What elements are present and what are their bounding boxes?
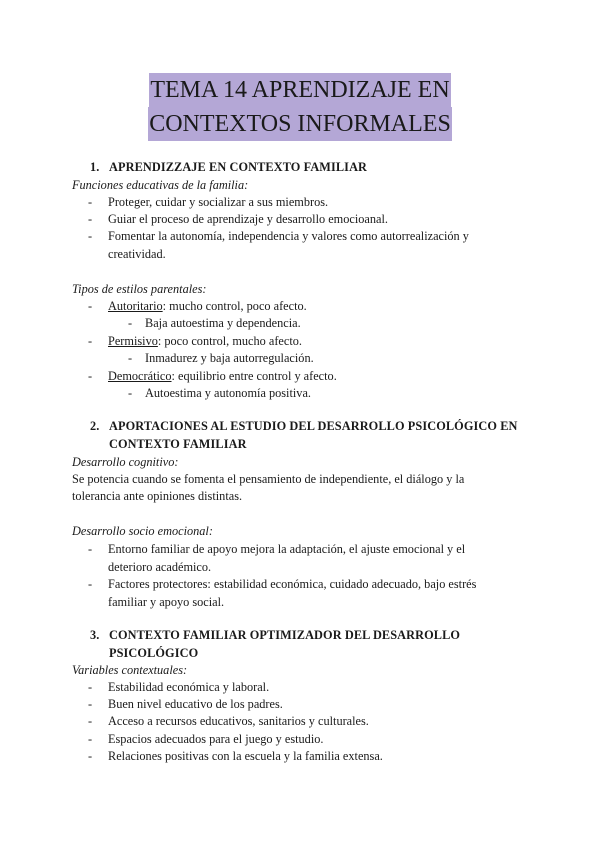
bullet: - xyxy=(88,714,93,728)
list-item-nested xyxy=(128,385,311,403)
list-item xyxy=(88,211,508,229)
bullet: - xyxy=(128,316,133,330)
list-item xyxy=(88,576,498,611)
page-title-line-2: CONTEXTOS INFORMALES xyxy=(148,107,452,141)
subtitle-cognitive: Desarrollo cognitivo: xyxy=(72,455,179,469)
list-item xyxy=(88,333,508,351)
style-description: : mucho control, poco afecto. xyxy=(162,299,307,313)
bullet: - xyxy=(128,386,133,400)
list-item-text: Acceso a recursos educativos, sanitarios y culturales. xyxy=(108,714,369,728)
list-item-text: Proteger, cuidar y socializar a sus miembros. xyxy=(108,195,329,209)
bullet: - xyxy=(88,212,93,226)
list-item-text: Relaciones positivas con la escuela y la familia extensa. xyxy=(108,749,383,763)
list-item-text: Entorno familiar de apoyo mejora la adaptación, el ajuste emocional y el deterioro académico. xyxy=(108,542,466,574)
section-number: 1. xyxy=(90,160,100,174)
paragraph-line: tolerancia ante opiniones distintas. xyxy=(72,489,243,503)
style-name: Democrático xyxy=(108,369,172,383)
section-title: APRENDIZZAJE EN CONTEXTO FAMILIAR xyxy=(109,160,368,174)
bullet: - xyxy=(88,577,93,591)
page-title-line-1: TEMA 14 APRENDIZAJE EN xyxy=(149,73,450,107)
bullet: - xyxy=(88,195,93,209)
list-item xyxy=(88,541,498,576)
list-item xyxy=(88,298,508,316)
list-item xyxy=(88,748,508,766)
list-item xyxy=(88,679,508,697)
list-item-nested xyxy=(128,350,314,368)
list-item-text: Estabilidad económica y laboral. xyxy=(108,680,270,694)
section-1-heading xyxy=(90,159,490,177)
list-item-text: Autoestima y autonomía positiva. xyxy=(145,386,311,400)
style-name: Permisivo xyxy=(108,334,158,348)
section-number: 2. xyxy=(90,419,100,433)
list-item-text: Espacios adecuados para el juego y estudio. xyxy=(108,732,324,746)
bullet: - xyxy=(88,299,93,313)
subtitle-socioemotional: Desarrollo socio emocional: xyxy=(72,524,213,538)
section-title: CONTEXTO FAMILIAR OPTIMIZADOR DEL DESARROLLO PSICOLÓGICO xyxy=(109,628,461,660)
style-description: : equilibrio entre control y afecto. xyxy=(171,369,337,383)
section-2-heading xyxy=(90,418,530,453)
section-number: 3. xyxy=(90,628,100,642)
list-item-nested xyxy=(128,315,301,333)
subtitle-contextual-variables: Variables contextuales: xyxy=(72,663,188,677)
list-item-text: Inmadurez y baja autorregulación. xyxy=(145,351,314,365)
list-item xyxy=(88,368,508,386)
bullet: - xyxy=(88,334,93,348)
paragraph-line: Se potencia cuando se fomenta el pensamiento de independiente, el diálogo y la xyxy=(72,472,465,486)
list-item-text: Fomentar la autonomía, independencia y valores como autorrealización y creatividad. xyxy=(108,229,469,261)
style-description: : poco control, mucho afecto. xyxy=(157,334,302,348)
list-item xyxy=(88,696,508,714)
list-item xyxy=(88,731,508,749)
bullet: - xyxy=(88,229,93,243)
style-name: Autoritario xyxy=(108,299,163,313)
subtitle-parenting-styles: Tipos de estilos parentales: xyxy=(72,282,207,296)
bullet: - xyxy=(128,351,133,365)
bullet: - xyxy=(88,749,93,763)
bullet: - xyxy=(88,369,93,383)
bullet: - xyxy=(88,542,93,556)
subtitle-family-functions: Funciones educativas de la familia: xyxy=(72,178,249,192)
list-item-text: Guiar el proceso de aprendizaje y desarrollo emocioanal. xyxy=(108,212,388,226)
list-item-text: Factores protectores: estabilidad económica, cuidado adecuado, bajo estrés familiar y apoyo social. xyxy=(108,577,477,609)
bullet: - xyxy=(88,680,93,694)
section-3-heading xyxy=(90,627,500,662)
bullet: - xyxy=(88,732,93,746)
list-item xyxy=(88,713,508,731)
list-item-text: Buen nivel educativo de los padres. xyxy=(108,697,283,711)
bullet: - xyxy=(88,697,93,711)
page-title xyxy=(0,73,600,141)
list-item xyxy=(88,228,498,263)
list-item xyxy=(88,194,508,212)
list-item-text: Baja autoestima y dependencia. xyxy=(145,316,301,330)
section-title: APORTACIONES AL ESTUDIO DEL DESARROLLO PSICOLÓGICO EN CONTEXTO FAMILIAR xyxy=(109,419,518,451)
